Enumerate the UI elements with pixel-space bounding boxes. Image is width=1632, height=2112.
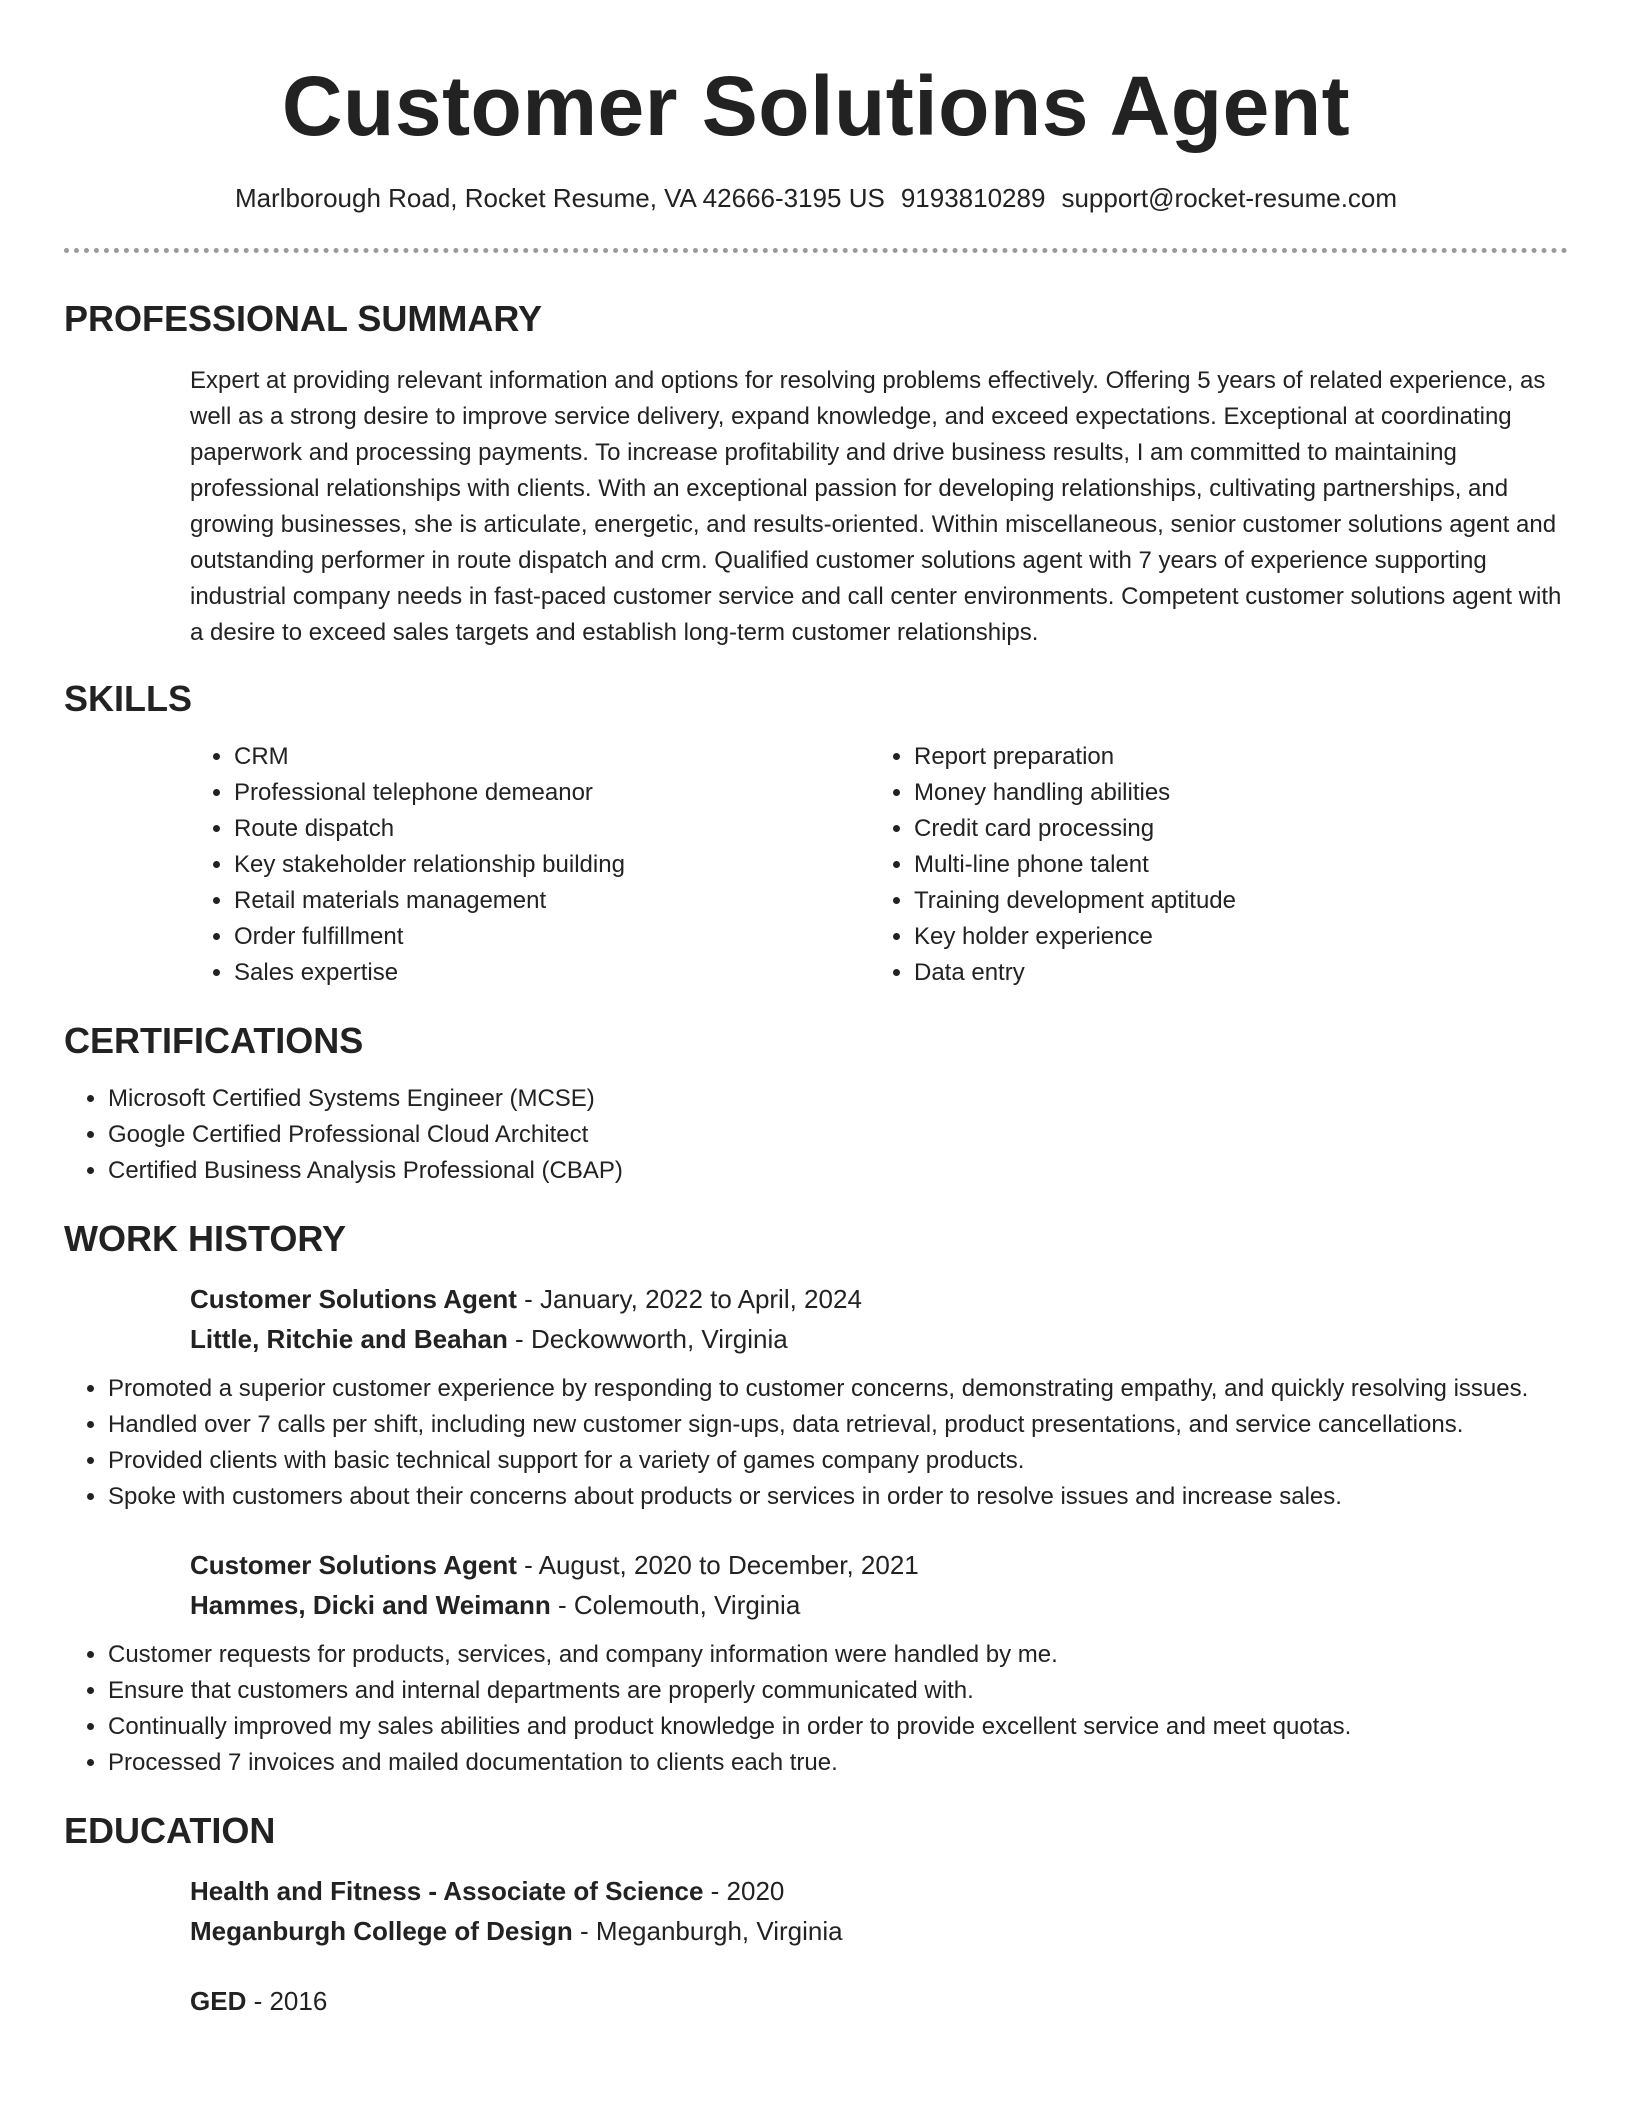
job-bullet: • Ensure that customers and internal departments are properly communicated with.: [108, 1673, 1568, 1709]
header-divider: [64, 248, 1568, 253]
job-entry: [190, 1279, 1568, 1359]
education-degree: GED: [190, 1986, 247, 2016]
job-company-line: Hammes, Dicki and Weimann - Colemouth, Virginia: [190, 1590, 801, 1620]
job-bullets: [64, 1371, 1568, 1515]
skill-item: • CRM: [234, 739, 870, 775]
candidate-name: Customer Solutions Agent: [281, 59, 1351, 153]
section-title-certifications: CERTIFICATIONS: [64, 1020, 364, 1061]
section-title-education: EDUCATION: [64, 1810, 276, 1851]
education-entry: [190, 1981, 1568, 2021]
job-bullet: • Continually improved my sales abilities and product knowledge in order to provide excellent service and meet quotas.: [108, 1709, 1568, 1745]
skill-item: • Key stakeholder relationship building: [234, 847, 870, 883]
job-dates: January, 2022 to April, 2024: [540, 1284, 862, 1314]
contact-phone: 9193810289: [900, 183, 1046, 213]
section-title-skills: SKILLS: [64, 678, 193, 719]
education-school: Meganburgh College of Design: [190, 1916, 573, 1946]
skills-column-right: [870, 739, 1550, 991]
job-role: Customer Solutions Agent: [190, 1284, 517, 1314]
job-bullets: [64, 1637, 1568, 1781]
skill-item: • Data entry: [914, 955, 1550, 991]
education-year: 2016: [269, 1986, 328, 2016]
education-entry: [190, 1871, 1568, 1951]
skill-item: • Multi-line phone talent: [914, 847, 1550, 883]
contact-email: support@rocket-resume.com: [1061, 183, 1398, 213]
education-location: Meganburgh, Virginia: [595, 1916, 843, 1946]
resume-page: [64, 0, 1568, 2021]
skill-item: • Key holder experience: [914, 919, 1550, 955]
job-bullet: • Promoted a superior customer experience by responding to customer concerns, demonstrating empathy, and quickly resolving issues.: [108, 1371, 1568, 1407]
skill-item: • Report preparation: [914, 739, 1550, 775]
skills-section: [64, 677, 1568, 991]
job-company: Little, Ritchie and Beahan: [190, 1324, 508, 1354]
certification-item: • Microsoft Certified Systems Engineer (MCSE): [108, 1081, 1568, 1117]
skills-grid: [190, 739, 1568, 991]
job-title-line: Customer Solutions Agent - January, 2022 to April, 2024: [190, 1284, 862, 1314]
contact-address: Marlborough Road, Rocket Resume, VA 42666-3195 US: [234, 183, 885, 213]
job-dates: August, 2020 to December, 2021: [538, 1550, 919, 1580]
job-location: Colemouth, Virginia: [573, 1590, 801, 1620]
education-degree-line: Health and Fitness - Associate of Science - 2020: [190, 1876, 785, 1906]
education-degree: Health and Fitness - Associate of Science: [190, 1876, 704, 1906]
skill-item: • Retail materials management: [234, 883, 870, 919]
job-bullet: • Customer requests for products, services, and company information were handled by me.: [108, 1637, 1568, 1673]
job-bullet: • Handled over 7 calls per shift, including new customer sign-ups, data retrieval, product presentations, and service cancellations.: [108, 1407, 1568, 1443]
skills-column-left: [190, 739, 870, 991]
job-bullet: • Spoke with customers about their concerns about products or services in order to resolve issues and increase sales.: [108, 1479, 1568, 1515]
job-location: Deckowworth, Virginia: [530, 1324, 788, 1354]
skill-item: • Order fulfillment: [234, 919, 870, 955]
skill-item: • Route dispatch: [234, 811, 870, 847]
education-section: [64, 1809, 1568, 2021]
contact-line: [64, 182, 1568, 214]
certification-item: • Google Certified Professional Cloud Architect: [108, 1117, 1568, 1153]
job-role: Customer Solutions Agent: [190, 1550, 517, 1580]
education-year: 2020: [726, 1876, 785, 1906]
job-bullet: • Provided clients with basic technical support for a variety of games company products.: [108, 1443, 1568, 1479]
skill-item: • Credit card processing: [914, 811, 1550, 847]
job-company-line: Little, Ritchie and Beahan - Deckowworth, Virginia: [190, 1324, 788, 1354]
education-school-line: Meganburgh College of Design - Meganburgh, Virginia: [190, 1916, 843, 1946]
job-bullet: • Processed 7 invoices and mailed documentation to clients each true.: [108, 1745, 1568, 1781]
section-title-work-history: WORK HISTORY: [64, 1218, 347, 1259]
work-history-section: [64, 1217, 1568, 1781]
section-title-summary: PROFESSIONAL SUMMARY: [64, 298, 543, 339]
job-entry: [190, 1545, 1568, 1625]
certifications-section: [64, 1019, 1568, 1189]
skill-item: • Sales expertise: [234, 955, 870, 991]
summary-text: Expert at providing relevant information and options for resolving problems effectively. Offering 5 years of related experience, as well as a strong desire to improve service delivery, expand knowledge, and exceed expectations. Exceptional at coordinating paperwork and processing payments. To increase profitability and drive business results, I am committed to maintaining professional relationships with clients. With an exceptional passion for developing relationships, cultivating partnerships, and growing businesses, she is articulate, energetic, and results-oriented. Within miscellaneous, senior customer solutions agent and outstanding performer in route dispatch and crm. Qualified customer solutions agent with 7 years of experience supporting industrial company needs in fast-paced customer service and call center environments. Competent customer solutions agent with a desire to exceed sales targets and establish long-term customer relationships.: [190, 367, 1562, 646]
skill-item: • Money handling abilities: [914, 775, 1550, 811]
job-company: Hammes, Dicki and Weimann: [190, 1590, 551, 1620]
summary-section: [64, 297, 1568, 651]
skill-item: • Training development aptitude: [914, 883, 1550, 919]
certifications-list: [64, 1081, 1568, 1189]
certification-item: • Certified Business Analysis Professional (CBAP): [108, 1153, 1568, 1189]
job-title-line: Customer Solutions Agent - August, 2020 to December, 2021: [190, 1550, 919, 1580]
skill-item: • Professional telephone demeanor: [234, 775, 870, 811]
education-degree-line: GED - 2016: [190, 1986, 328, 2016]
